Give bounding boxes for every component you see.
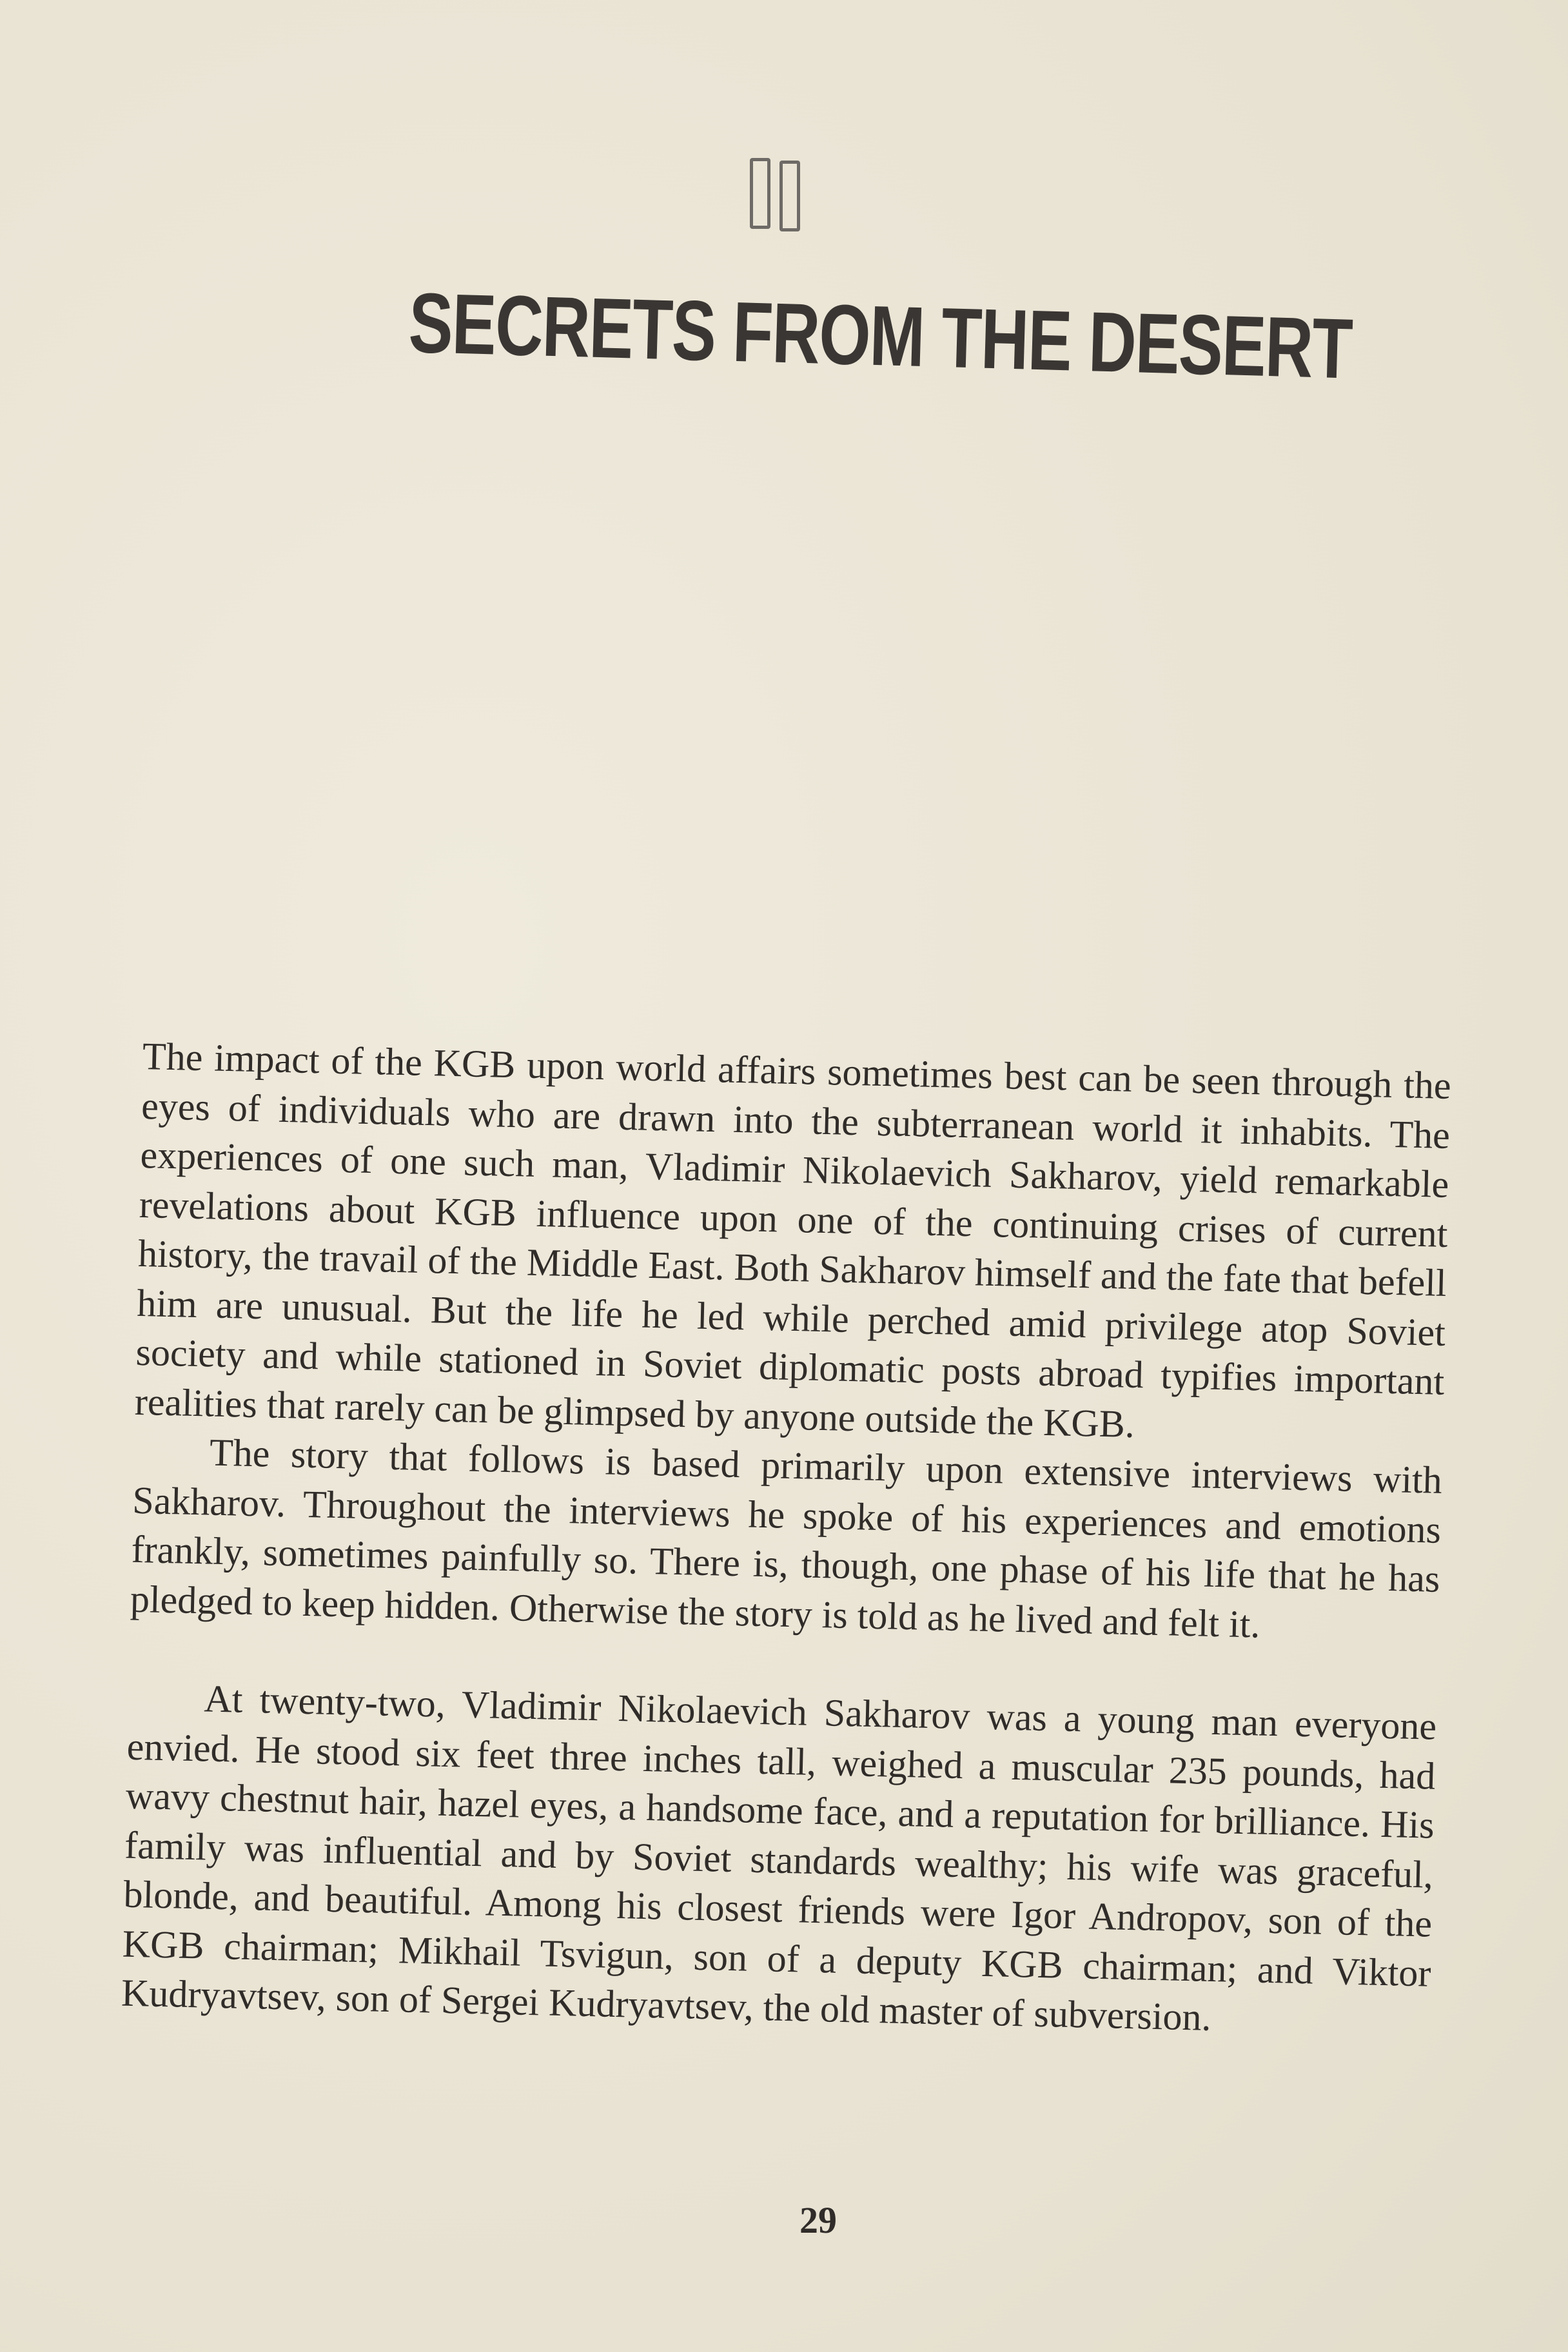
paragraph: The impact of the KGB upon world affairs sometimes best can be seen through the eyes of individuals who are drawn into the subterranean world it inhabits. The experiences of one such man, Vladimir Nikolaevich Sakharov, yield remarkable revelations about KGB influence upon one of the continuing crises of current history, the travail of the Middle East. Both Sakharov himself and the fate that befell him are unusual. But the life he led while perched amid privilege atop Soviet society and while stationed in Soviet diplomatic posts abroad typifies important realities that rarely can be glimpsed by anyone outside the KGB.	[134, 1034, 1452, 1446]
numeral-stroke	[779, 161, 800, 231]
page-number: 29	[799, 2199, 837, 2241]
numeral-stroke	[750, 158, 770, 229]
chapter-numeral	[750, 158, 800, 231]
paragraph: The story that follows is based primarily upon extensive interviews with Sakharov. Throughout the interviews he spoke of his experiences and emotions frankly, sometimes painfully so. There is, though, one phase of his life that he has pledged to keep hidden. Otherwise the story is told as he lived and felt it.	[130, 1431, 1443, 1646]
chapter-title: SECRETS FROM THE DESERT	[407, 275, 1353, 397]
paragraph: At twenty-two, Vladimir Nikolaevich Sakharov was a young man everyone envied. He stood six feet three inches tall, weighed a muscular 235 pounds, had wavy chestnut hair, hazel eyes, a handsome face, and a reputation for brilliance. His family was influential and by Soviet standards wealthy; his wife was graceful, blonde, and beautiful. Among his closest friends were Igor Andropov, son of the KGB chairman; Mikhail Tsvigun, son of a deputy KGB chairman; and Viktor Kudryavtsev, son of Sergei Kudryavtsev, the old master of subversion.	[121, 1677, 1437, 2039]
body-text	[121, 1032, 1451, 2047]
